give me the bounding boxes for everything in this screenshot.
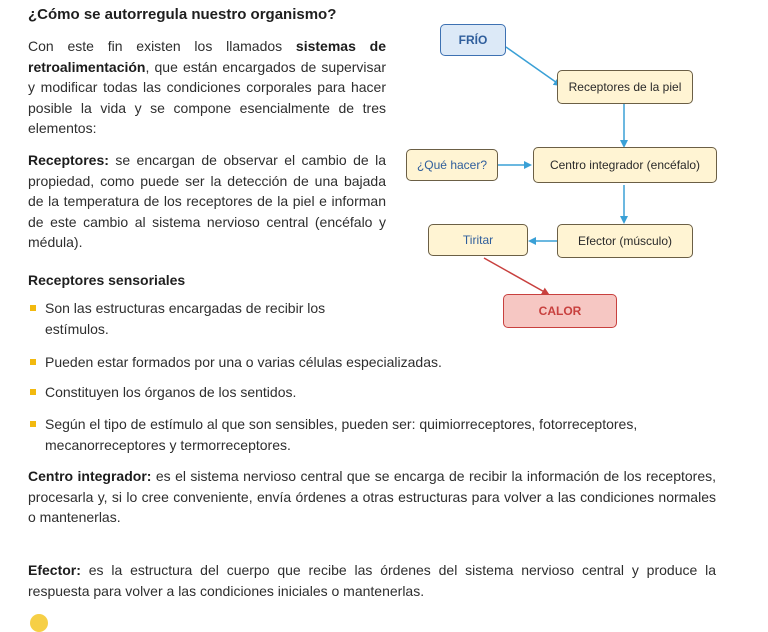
receptores-term: Receptores:: [28, 152, 109, 168]
list-item-text: Constituyen los órganos de los sentidos.: [45, 384, 297, 400]
node-centro-integrador: Centro integrador (encéfalo): [533, 147, 717, 183]
centro-term: Centro integrador:: [28, 468, 152, 484]
receptores-sensoriales-heading: Receptores sensoriales: [28, 272, 186, 288]
intro-bold-term: sistemas de retroalimentación: [28, 38, 386, 75]
node-receptores-piel: Receptores de la piel: [557, 70, 693, 104]
list-item-text: Pueden estar formados por una o varias células especializadas.: [45, 354, 442, 370]
list-item-text: Son las estructuras encargadas de recibir los estímulos.: [45, 300, 326, 337]
centro-text: es el sistema nervioso central que se encarga de recibir la información de los receptores, procesarla y, si lo cree conveniente, envía órdenes a otras estructuras para volver a las condiciones normales o mantenerlas.: [28, 468, 717, 525]
node-que-hacer: ¿Qué hacer?: [406, 149, 498, 181]
efector-text: es la estructura del cuerpo que recibe las órdenes del sistema nervioso central y produce la respuesta para volver a las condiciones iniciales o mantenerlas.: [28, 562, 716, 599]
node-frio: FRÍO: [440, 24, 506, 56]
arrow-frio-to-receptores: [506, 47, 560, 85]
arrow-tiritar-to-calor: [484, 258, 548, 294]
node-calor: CALOR: [503, 294, 617, 328]
receptores-text: se encargan de observar el cambio de la propiedad, como puede ser la detección de una bajada de la temperatura de los receptores de la piel e informan de este cambio al sistema nervioso central (encéfalo y médula).: [28, 152, 386, 250]
node-tiritar: Tiritar: [428, 224, 528, 256]
efector-term: Efector:: [28, 562, 81, 578]
page-title: ¿Cómo se autorregula nuestro organismo?: [28, 6, 337, 23]
node-efector-musculo: Efector (músculo): [557, 224, 693, 258]
intro-text-1: Con este fin existen los llamados: [28, 38, 296, 54]
list-item-text: Según el tipo de estímulo al que son sensibles, pueden ser: quimiorreceptores, fotorreceptores, mecanorreceptores y termorreceptores.: [45, 416, 638, 453]
intro-text-2: , que están encargados de supervisar y modificar todas las condiciones corporales para hacer posible la vida y se compone esencialmente de tres elementos:: [28, 58, 386, 136]
